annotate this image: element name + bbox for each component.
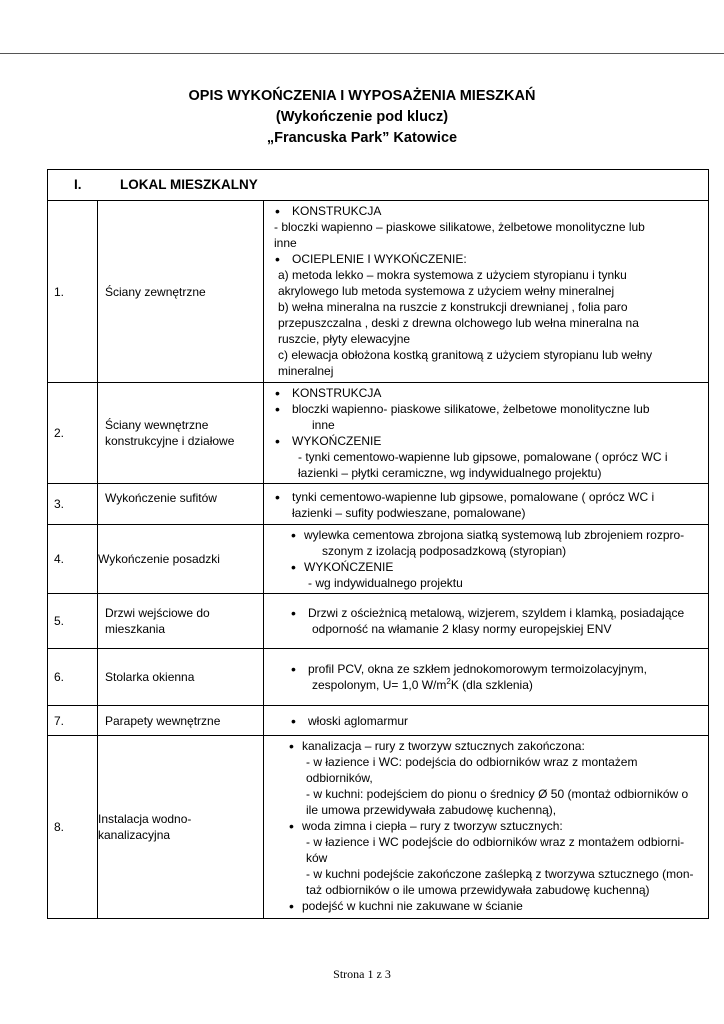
- table-row: [48, 525, 709, 594]
- section-number: I.: [74, 177, 82, 192]
- specification-table: [47, 169, 709, 919]
- description-line: • KONSTRUKCJA: [292, 385, 704, 401]
- row-element-name-line: Drzwi wejściowe do: [105, 606, 210, 620]
- description-line: • profil PCV, okna ze szkłem jednokomorowym termoizolacyjnym,: [308, 661, 704, 677]
- description-line: - bloczki wapienno – piaskowe silikatowe, żelbetowe monolityczne lub: [274, 220, 645, 234]
- description-line: • podejść w kuchni nie zakuwane w ścianie: [302, 898, 704, 914]
- description-line: mineralnej: [278, 364, 334, 378]
- row-description: [264, 649, 709, 706]
- description-line: ruszcie, płyty elewacyjne: [278, 332, 411, 346]
- row-element-name-line: mieszkania: [105, 622, 166, 636]
- table-row: [48, 649, 709, 706]
- table-row: [48, 594, 709, 649]
- description-line: a) metoda lekko – mokra systemowa z użyciem styropianu i tynku: [278, 268, 627, 282]
- description-line: • Drzwi z ościeżnicą metalową, wizjerem, szyldem i klamką, posiadające: [308, 605, 704, 621]
- row-element-name-line: kanalizacyjna: [98, 828, 171, 842]
- description-line: akrylowego lub metoda systemowa z użyciem wełny mineralnej: [278, 284, 615, 298]
- u-value-unit-text: K (dla szklenia): [450, 678, 533, 692]
- row-description: [264, 736, 709, 919]
- description-line: przepuszczalna , deski z drewna olchowego lub wełna mineralna na: [278, 316, 639, 330]
- section-header-row: [48, 170, 709, 201]
- row-element-name: Wykończenie sufitów: [98, 484, 264, 525]
- description-line: taż odbiorników o ile umowa przewidywała zabudowę kuchenną): [306, 883, 650, 897]
- document-subtitle: (Wykończenie pod klucz): [275, 109, 449, 125]
- description-line: • OCIEPLENIE I WYKOŃCZENIE:: [292, 251, 704, 267]
- document-title-block: [0, 86, 724, 149]
- row-element-name: [98, 736, 264, 919]
- description-line: • kanalizacja – rury z tworzyw sztucznych zakończona:: [302, 738, 704, 754]
- row-element-name: Ściany zewnętrzne: [98, 201, 264, 383]
- row-element-name-line: Instalacja wodno-: [98, 812, 192, 826]
- description-line: • woda zimna i ciepła – rury z tworzyw sztucznych:: [302, 818, 704, 834]
- description-line: łazienki – płytki ceramiczne, wg indywidualnego projektu): [298, 466, 602, 480]
- u-value-text: zespolonym, U= 1,0 W/m: [312, 678, 447, 692]
- description-line: - w łazience i WC podejście do odbiorników wraz z montażem odbiorni-: [306, 835, 685, 849]
- description-line: • WYKOŃCZENIE: [304, 559, 704, 575]
- table-row: [48, 736, 709, 919]
- table-row: [48, 706, 709, 736]
- section-title: LOKAL MIESZKALNY: [120, 177, 258, 192]
- row-description: [264, 525, 709, 594]
- description-line: • tynki cementowo-wapienne lub gipsowe, pomalowane ( oprócz WC i: [292, 489, 704, 505]
- row-description: [264, 383, 709, 484]
- description-line: • bloczki wapienno- piaskowe silikatowe, żelbetowe monolityczne lub: [292, 401, 704, 417]
- row-number: 2.: [48, 383, 98, 484]
- row-number: 7.: [48, 706, 98, 736]
- row-element-name: Stolarka okienna: [98, 649, 264, 706]
- row-number: 4.: [48, 525, 98, 594]
- row-element-name: Parapety wewnętrzne: [98, 706, 264, 736]
- description-line: inne: [274, 236, 297, 250]
- row-number: 3.: [48, 484, 98, 525]
- table-row: [48, 383, 709, 484]
- description-line: [308, 677, 704, 693]
- table-row: [48, 484, 709, 525]
- description-line: • WYKOŃCZENIE: [292, 433, 704, 449]
- superscript-exponent: 2: [446, 677, 451, 686]
- description-line: szonym z izolacją podposadzkową (styropian): [322, 544, 567, 558]
- row-description: [264, 201, 709, 383]
- project-name: „Francuska Park” Katowice: [266, 130, 458, 146]
- document-title: OPIS WYKOŃCZENIA I WYPOSAŻENIA MIESZKAŃ: [188, 88, 536, 104]
- description-line: odbiorników,: [306, 771, 373, 785]
- description-line: ile umowa przewidywała zabudowę kuchenną),: [306, 803, 557, 817]
- description-line: • włoski aglomarmur: [308, 713, 704, 729]
- description-line: - w łazience i WC: podejścia do odbiorników wraz z montażem: [306, 755, 638, 769]
- description-line: • wylewka cementowa zbrojona siatką systemową lub zbrojeniem rozpro-: [304, 527, 704, 543]
- description-line: odporność na włamanie 2 klasy normy europejskiej ENV: [312, 622, 612, 636]
- description-line: • KONSTRUKCJA: [292, 203, 704, 219]
- row-element-name-line: konstrukcyjne i działowe: [105, 434, 235, 448]
- description-line: b) wełna mineralna na ruszcie z konstrukcji drewnianej , folia paro: [278, 300, 628, 314]
- section-header: [48, 170, 709, 201]
- description-line: - w kuchni podejście zakończone zaślepką z tworzywa sztucznego (mon-: [306, 867, 694, 881]
- row-description: [264, 484, 709, 525]
- row-number: 1.: [48, 201, 98, 383]
- row-element-name: [98, 594, 264, 649]
- row-number: 8.: [48, 736, 98, 919]
- description-line: - tynki cementowo-wapienne lub gipsowe, pomalowane ( oprócz WC i: [298, 450, 668, 464]
- description-line: łazienki – sufity podwieszane, pomalowane): [292, 506, 526, 520]
- row-element-name: Wykończenie posadzki: [98, 525, 264, 594]
- row-description: [264, 706, 709, 736]
- table-row: [48, 201, 709, 383]
- row-description: [264, 594, 709, 649]
- description-line: inne: [312, 418, 335, 432]
- page-footer: Strona 1 z 3: [333, 967, 391, 981]
- row-number: 5.: [48, 594, 98, 649]
- description-line: ków: [306, 851, 328, 865]
- description-line: - wg indywidualnego projektu: [308, 576, 463, 590]
- row-element-name-line: Ściany wewnętrzne: [105, 418, 209, 432]
- description-line: c) elewacja obłożona kostką granitową z użyciem styropianu lub wełny: [278, 348, 653, 362]
- description-line: - w kuchni: podejściem do pionu o średnicy Ø 50 (montaż odbiorników o: [306, 787, 689, 801]
- row-element-name: [98, 383, 264, 484]
- row-number: 6.: [48, 649, 98, 706]
- header-rule: [0, 53, 724, 54]
